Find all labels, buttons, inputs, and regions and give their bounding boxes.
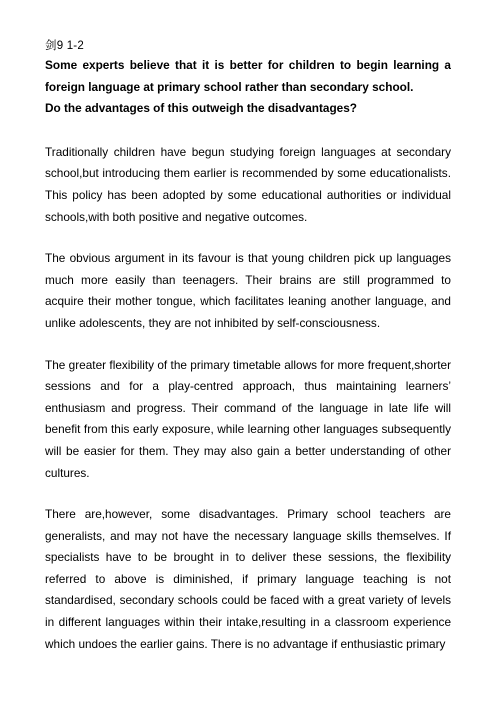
paragraph-introduction: Traditionally children have begun studying foreign languages at secondary school,but introducing them earlier is recommended by some educationalists. This policy has been adopted by some educational authorities or individual schools,with both positive and negative outcomes. <box>45 144 451 224</box>
question-line-1: Some experts believe that it is better for children to begin learning a <box>45 58 451 72</box>
paragraph-disadvantages: There are,however, some disadvantages. Primary school teachers are generalists, and may not have the necessary language skills themselves. If specialists have to be brought in to deliver these sessions, the flexibility referred to above is diminished, if primary language teaching is not standardised, secondary schools could be faced with a great variety of levels in different languages within their intake,resulting in a classroom experience which undoes the earlier gains. There is no advantage if enthusiastic primary <box>45 507 451 651</box>
question-line-3: Do the advantages of this outweigh the disadvantages? <box>45 101 358 116</box>
paragraph-advantage-2: The greater flexibility of the primary timetable allows for more frequent,shorter sessions and for a play-centred approach, thus maintaining learners’ enthusiasm and progress. Their command of the language in late life will benefit from this early exposure, while learning other languages subsequently will be easier for them. They may also gain a better understanding of other cultures. <box>45 357 451 480</box>
question-line-2: foreign language at primary school rather than secondary school. <box>45 79 414 94</box>
essay-question <box>45 55 451 120</box>
reference-label: 剑9 1-2 <box>45 40 84 52</box>
paragraph-advantage-1: The obvious argument in its favour is that young children pick up languages much more easily than teenagers. Their brains are still programmed to acquire their mother tongue, which facilitates leaning another language, and unlike adolescents, they are not inhibited by self-consciousness. <box>45 251 451 330</box>
document-page <box>45 38 451 655</box>
